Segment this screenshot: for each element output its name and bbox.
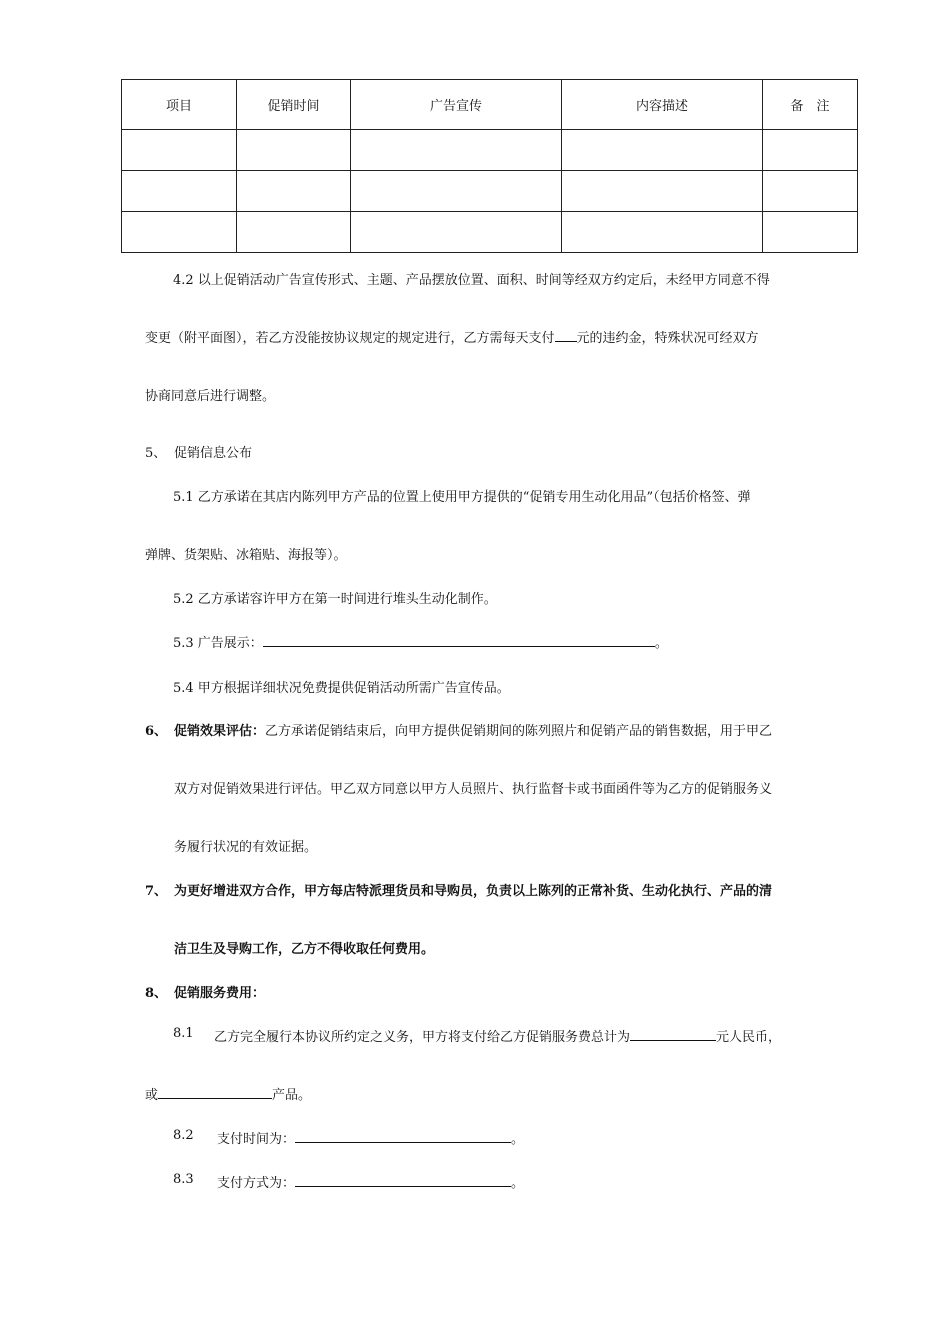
clause-8-2-end: 。: [511, 1132, 525, 1147]
clause-8-1-product: 产品。: [272, 1088, 312, 1103]
header-remarks: 备 注: [763, 80, 858, 130]
service-fee-blank[interactable]: [630, 1026, 716, 1041]
table-cell: [237, 171, 351, 212]
table-cell: [763, 130, 858, 171]
clause-8-1-end: 元人民币，: [716, 1030, 782, 1045]
table-cell: [122, 212, 237, 253]
clause-5-3-end: 。: [654, 636, 668, 651]
section-6-line-1: [174, 720, 772, 739]
table-cell: [763, 212, 858, 253]
table-cell: [122, 171, 237, 212]
table-cell: [237, 130, 351, 171]
header-advertising: 广告宣传: [351, 80, 562, 130]
clause-8-1-number: 8.1: [173, 1026, 194, 1041]
clause-5-3-label: 5.3 广告展示：: [173, 636, 263, 651]
clause-8-2-label: 支付时间为：: [217, 1132, 296, 1147]
section-6-line-3: 务履行状况的有效证据。: [174, 840, 318, 855]
clause-8-1-or: 或: [145, 1088, 159, 1103]
section-6-number: 6、: [145, 724, 168, 739]
table-cell: [562, 212, 763, 253]
header-item: 项目: [122, 80, 237, 130]
header-content-description: 内容描述: [562, 80, 763, 130]
section-5-title: 促销信息公布: [174, 446, 253, 461]
clause-4-2-line-3: 协商同意后进行调整。: [145, 389, 276, 404]
table-cell: [351, 171, 562, 212]
product-quantity-blank[interactable]: [158, 1084, 272, 1099]
table-cell: [351, 212, 562, 253]
payment-method-blank[interactable]: [295, 1172, 511, 1187]
clause-4-2-text-b: 元的违约金，特殊状况可经双方: [576, 331, 759, 346]
clause-5-3: [173, 632, 668, 651]
payment-time-blank[interactable]: [295, 1128, 511, 1143]
clause-8-3-number: 8.3: [173, 1172, 194, 1187]
clause-4-2-line-2: [145, 327, 759, 346]
clause-5-2: 5.2 乙方承诺容许甲方在第一时间进行堆头生动化制作。: [173, 592, 497, 607]
promotion-table: [121, 79, 858, 253]
clause-8-3: [217, 1172, 524, 1191]
table-row: [122, 212, 858, 253]
ad-display-blank[interactable]: [263, 632, 655, 647]
section-6-line-2: 双方对促销效果进行评估。甲乙双方同意以甲方人员照片、执行监督卡或书面函件等为乙方的促销服务义: [174, 782, 773, 797]
section-7-line-1: 为更好增进双方合作，甲方每店特派理货员和导购员，负责以上陈列的正常补货、生动化执行、产品的清: [174, 884, 773, 899]
table-cell: [562, 171, 763, 212]
header-promo-time: 促销时间: [237, 80, 351, 130]
table-cell: [237, 212, 351, 253]
table-row: [122, 130, 858, 171]
clause-8-1-line-1: [214, 1026, 781, 1045]
table-cell: [562, 130, 763, 171]
clause-8-1-line-2: [145, 1084, 311, 1103]
clause-5-1-line-1: 5.1 乙方承诺在其店内陈列甲方产品的位置上使用甲方提供的“促销专用生动化用品”（包括价格签、弹: [173, 490, 751, 505]
clause-8-3-end: 。: [511, 1176, 525, 1191]
table-row: [122, 171, 858, 212]
section-6-title: 促销效果评估：: [174, 724, 266, 739]
clause-4-2-text-a: 变更（附平面图），若乙方没能按协议规定的规定进行，乙方需每天支付: [145, 331, 555, 346]
section-7-number: 7、: [145, 884, 168, 899]
section-6-text: 乙方承诺促销结束后，向甲方提供促销期间的陈列照片和促销产品的销售数据，用于甲乙: [265, 724, 773, 739]
section-5-number: 5、: [145, 446, 167, 461]
table-cell: [351, 130, 562, 171]
clause-5-1-line-2: 弹牌、货架贴、冰箱贴、海报等）。: [145, 548, 347, 563]
clause-4-2-line-1: 4.2 以上促销活动广告宣传形式、主题、产品摆放位置、面积、时间等经双方约定后，未经甲方同意不得: [173, 273, 770, 288]
table-cell: [122, 130, 237, 171]
clause-8-2-number: 8.2: [173, 1128, 194, 1143]
table-header-row: [122, 80, 858, 130]
section-7-line-2: 洁卫生及导购工作，乙方不得收取任何费用。: [174, 942, 435, 957]
table-cell: [763, 171, 858, 212]
section-8-number: 8、: [145, 986, 168, 1001]
penalty-amount-blank[interactable]: [555, 327, 577, 342]
section-8-title: 促销服务费用：: [174, 986, 266, 1001]
clause-8-1-text: 乙方完全履行本协议所约定之义务，甲方将支付给乙方促销服务费总计为: [214, 1030, 631, 1045]
clause-8-3-label: 支付方式为：: [217, 1176, 296, 1191]
clause-8-2: [217, 1128, 524, 1147]
clause-5-4: 5.4 甲方根据详细状况免费提供促销活动所需广告宣传品。: [173, 681, 510, 696]
